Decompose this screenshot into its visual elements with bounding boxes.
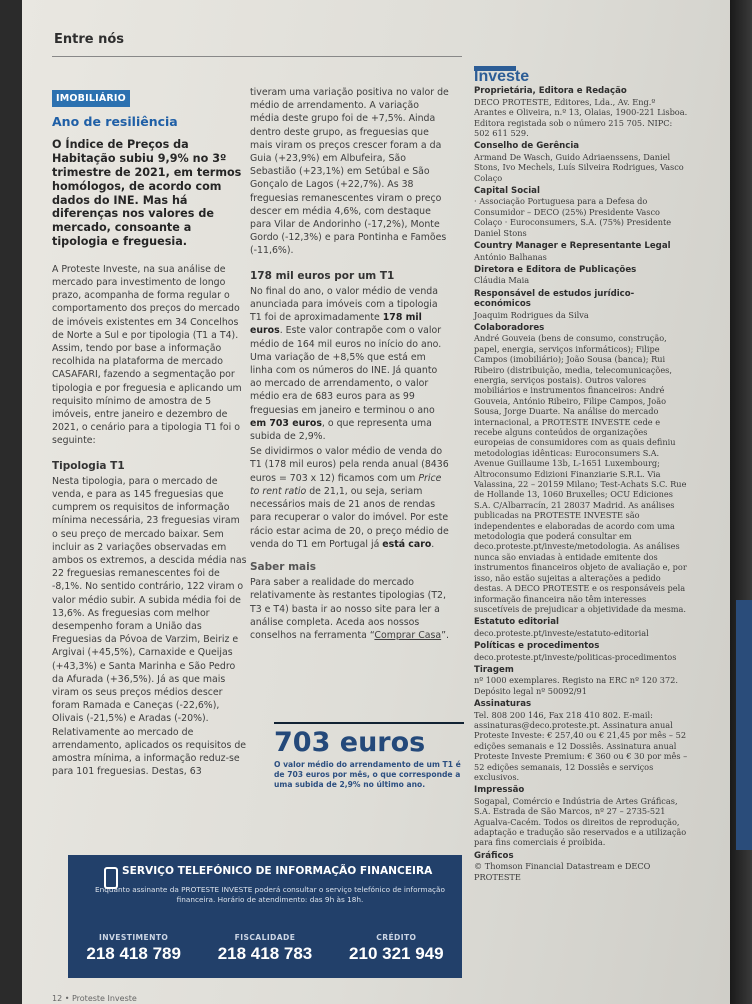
- masthead-text: Armand De Wasch, Guido Adriaenssens, Daniel Stons, Ivo Mechels, Luís Silveira Rodrigues, Vasco Colaço: [474, 151, 684, 183]
- masthead-text: nº 1000 exemplares. Registo na ERC nº 120 372. Depósito legal nº 50092/91: [474, 675, 678, 696]
- investe-logo: [474, 66, 690, 85]
- masthead-heading: Country Manager e Representante Legal: [474, 241, 671, 252]
- text-run: , o que representa uma subida de 2,9%.: [250, 417, 432, 443]
- masthead-text: deco.proteste.pt/investe/estatuto-editorial: [474, 627, 649, 638]
- masthead-text: Tel. 808 200 146, Fax 218 410 802. E-mail: assinaturas@deco.proteste.pt. Assinatura anual Proteste Investe: € 257,40 ou € 21,45 por mês – 52 edições semanais e 12 Dossiês. Assinatura anual Proteste Investe Premium: € 360 ou € 30 por mês – 52 edições semanais, 12 Dossiês e serviços exclusivos.: [474, 709, 688, 782]
- text-run: Se dividirmos o valor médio de venda do T1 (178 mil euros) pela renda anual (8436 euros = 703 x 12) ficamos com um: [250, 446, 449, 484]
- masthead-heading: Tiragem: [474, 664, 514, 675]
- text-run: Para saber a realidade do mercado relativamente às restantes tipologias (T2, T3 e T4) basta ir ao nosso site para ler a análise completa. Aceda aos nossos conselhos na ferramenta “: [250, 577, 446, 641]
- article-lead: O Índice de Preços da Habitação subiu 9,9% no 3º trimestre de 2021, em termos homólogos, de acordo com dados do INE. Mas há diferenças nos valores de mercado, consoante a tipologia e freguesia.: [52, 138, 242, 248]
- masthead-text: deco.proteste.pt/investe/politicas-procedimentos: [474, 651, 677, 662]
- highlight-value: 703 euros: [274, 727, 426, 758]
- header-divider: [52, 56, 462, 57]
- masthead-heading: Proprietária, Editora e Redação: [474, 86, 627, 97]
- masthead-heading: Conselho de Gerência: [474, 141, 580, 152]
- masthead-heading: Assinaturas: [474, 699, 532, 710]
- masthead-text: André Gouveia (bens de consumo, construção, papel, energia, serviços informáticos); Filipe Campos (imobiliário); João Sousa (banca); Rui Ribeiro (distribuição, media, telecomunicações, energia, serviços postais). Outros valores mobiliários e instrumentos financeiros: André Gouveia, António Ribeiro, Filipe Campos, João Sousa, Jorge Duarte. Na análise do mercado internacional, a PROTESTE INVESTE cede e recebe alguns conteúdos de organizações europeias de consumidores com as quais definiu metodologias idênticas: Euroconsumers S.A. Avenue Guillaume 13b, L-1651 Luxembourg; Altroconsumo Edizioni Finanziarie S.R.L. Via Valassina, 22 – 20159 Milano; Test-Achats S.C. Rue de Hollande 13, 1060 Bruxelles; OCU Ediciones S.A. C/Albarracín, 21 28037 Madrid. As análises publicadas na PROTESTE INVESTE são independentes e elaboradas de acordo com uma metodologia que poderá consultar em deco.proteste.pt/investe/metodologia. As análises nunca são enviadas à entidade emitente dos instrumentos financeiros objeto de avaliação e, por isso, não estão sujeitas a alterações a pedido destas. A DECO PROTESTE e os responsáveis pela informação financeira não têm interesses suscetíveis de prejudicar a objetividade da mesma.: [474, 333, 687, 614]
- masthead-text: DECO PROTESTE, Editores, Lda., Av. Eng.º Arantes e Oliveira, n.º 13, Olaias, 1900-221 Lisboa. Editora registada sob o número 215 705. NIPC: 502 611 529.: [474, 96, 688, 139]
- text-run: . Este valor contrapõe com o valor médio de 164 mil euros no início do ano. Uma variação de +8,5% que está em linha com os números do INE. Já quanto ao mercado de arrendamento, o valor médio era de 683 euros para as 99 freguesias em janeiro e terminou o ano: [250, 325, 442, 416]
- magazine-page: [22, 0, 730, 1004]
- section-header: Entre nós: [54, 32, 125, 47]
- category-badge: IMOBILIÁRIO: [52, 90, 130, 107]
- article-column-1: [52, 90, 248, 781]
- paragraph-saber-mais: [250, 576, 450, 642]
- service-label: INVESTIMENTO: [99, 933, 169, 942]
- text-run: No final do ano, o valor médio de venda anunciada para imóveis com a tipologia T1 foi de aproximadamente: [250, 285, 438, 324]
- adjacent-page-edge: [730, 0, 752, 1004]
- highlight-description: O valor médio do arrendamento de um T1 é de 703 euros por mês, o que corresponde a uma subida de 2,9% no último ano.: [274, 760, 461, 789]
- masthead-text: Cláudia Maia: [474, 275, 530, 286]
- service-label: CRÉDITO: [376, 933, 417, 942]
- phone-icon: [104, 867, 118, 889]
- subhead-t1: Tipologia T1: [52, 459, 125, 472]
- masthead-heading: Gráficos: [474, 850, 514, 861]
- paragraph-178: [250, 285, 450, 443]
- paragraph-t1: Nesta tipologia, para o mercado de venda, e para as 145 freguesias que cumprem os requisitos de informação mínima necessária, 23 freguesias viram o seu preço de mercado baixar. Sem incluir as 2 variações observadas em ambos os extremos, a descida média nas 22 freguesias remanescentes foi de -8,1%. No sentido contrário, 122 viram o valor médio subir. A subida média foi de 13,6%. As freguesias com melhor desempenho foram a União das Freguesias da Póvoa de Varzim, Beiriz e Argivai (+45,5%), Carnaxide e Queijas (+43,3%) e Santa Marinha e São Pedro da Afurada (+36,5%). Já as que mais viram os seus preços médios descer foram Ramada e Caneças (-22,6%), Olivais (-21,5%) e Aradas (-20%). Relativamente ao mercado de arrendamento, aplicados os requisitos de amostra mínima, a informação reduz-se para 101 freguesias. Destas, 63: [52, 475, 247, 778]
- paragraph-rent: tiveram uma variação positiva no valor de médio de arrendamento. A variação média deste grupo foi de +7,5%. Ainda dentro deste grupo, as freguesias que mais viram os preços crescer foram a da Guia (+23,9%) em Albufeira, São Sebastião (+23,1%) em Setúbal e São Gonçalo de Lagos (+22,7%). As 38 freguesias remanescentes viram o preço descer em média 4,6%, com destaque para Vilar de Andorinho (-17,2%), Monte Gordo (-12,3%) e para Pontinha e Famões (-11,6%).: [250, 87, 449, 257]
- text-run-italic: Price to rent ratio: [250, 472, 442, 497]
- highlight-box: [274, 722, 464, 790]
- article-title: Ano de resiliência: [52, 114, 178, 130]
- paragraph-ratio: [250, 445, 450, 551]
- masthead-column: [474, 66, 690, 883]
- text-run-bold: em 703 euros: [250, 417, 322, 429]
- service-line-fiscalidade: [218, 933, 313, 964]
- service-box: [68, 855, 462, 978]
- service-line-investimento: [86, 933, 181, 964]
- masthead-heading: Colaboradores: [474, 322, 545, 333]
- service-number[interactable]: 210 321 949: [349, 944, 444, 963]
- masthead-text: Joaquim Rodrigues da Silva: [474, 309, 589, 320]
- service-line-credito: [349, 933, 444, 964]
- masthead-heading: Diretora e Editora de Publicações: [474, 264, 637, 275]
- adjacent-page-blue: [736, 600, 752, 850]
- masthead-heading: Políticas e procedimentos: [474, 641, 600, 652]
- highlight-rule: [274, 722, 464, 724]
- masthead-text: António Balhanas: [474, 251, 547, 262]
- service-numbers: [68, 933, 462, 964]
- masthead-text: © Thomson Financial Datastream e DECO PROTESTE: [474, 861, 651, 882]
- masthead-heading: Capital Social: [474, 186, 540, 197]
- masthead-text: Sogapal, Comércio e Indústria de Artes Gráficas, S.A. Estrada de São Marcos, nº 27 – 2735-521 Agualva-Cacém. Todos os direitos de reprodução, adaptação e tradução são reservados e a utilização para fins comerciais é proibida.: [474, 795, 687, 848]
- text-run: ”.: [441, 629, 449, 641]
- comprar-casa-link[interactable]: Comprar Casa: [374, 629, 442, 641]
- subhead-178: 178 mil euros por um T1: [250, 269, 395, 282]
- service-title: SERVIÇO TELEFÓNICO DE INFORMAÇÃO FINANCEIRA: [122, 865, 433, 877]
- text-run-bold: 178 mil euros: [250, 312, 422, 337]
- service-number[interactable]: 218 418 783: [217, 944, 313, 963]
- text-run: de 21,1, ou seja, seriam necessários mais de 21 anos de rendas para recuperar o valor do imóvel. Por este rácio estar acima de 20, o preço médio de venda do T1 em Portugal já: [250, 485, 449, 550]
- subhead-saber-mais: Saber mais: [250, 560, 316, 573]
- logo-text: Investe: [474, 68, 530, 85]
- masthead-items: [474, 86, 690, 882]
- masthead-heading: Responsável de estudos jurídico-económicos: [474, 288, 635, 310]
- masthead-heading: Estatuto editorial: [474, 617, 559, 628]
- masthead-heading: Impressão: [474, 785, 525, 796]
- article-column-2: [250, 86, 450, 644]
- text-run: .: [431, 538, 435, 550]
- page-footer: 12 • Proteste Investe: [52, 994, 137, 1003]
- masthead-text: · Associação Portuguesa para a Defesa do Consumidor – DECO (25%) Presidente Vasco Colaço · Euroconsumers, S.A. (75%) Presidente Daniel Stons: [474, 196, 672, 238]
- service-label: FISCALIDADE: [234, 933, 296, 942]
- service-text: Enquanto assinante da PROTESTE INVESTE poderá consultar o serviço telefónico de informação financeira. Horário de atendimento: das 9h às 18h.: [95, 885, 445, 904]
- service-number[interactable]: 218 418 789: [86, 944, 181, 963]
- text-run-bold: está caro: [382, 538, 432, 550]
- paragraph-intro: A Proteste Investe, na sua análise de mercado para investimento de longo prazo, acompanha de forma regular o comportamento dos preços do mercado de imóveis existentes em 34 Concelhos de Norte a Sul e por tipologia (T1 a T4). Assim, tendo por base a informação recolhida na plataforma de mercado CASAFARI, fazendo a segmentação por tipologia e por freguesia e aplicando um requisito mínimo de amostra de 5 imóveis, entre janeiro e dezembro de 2021, o cenário para a tipologia T1 foi o seguinte:: [52, 263, 242, 447]
